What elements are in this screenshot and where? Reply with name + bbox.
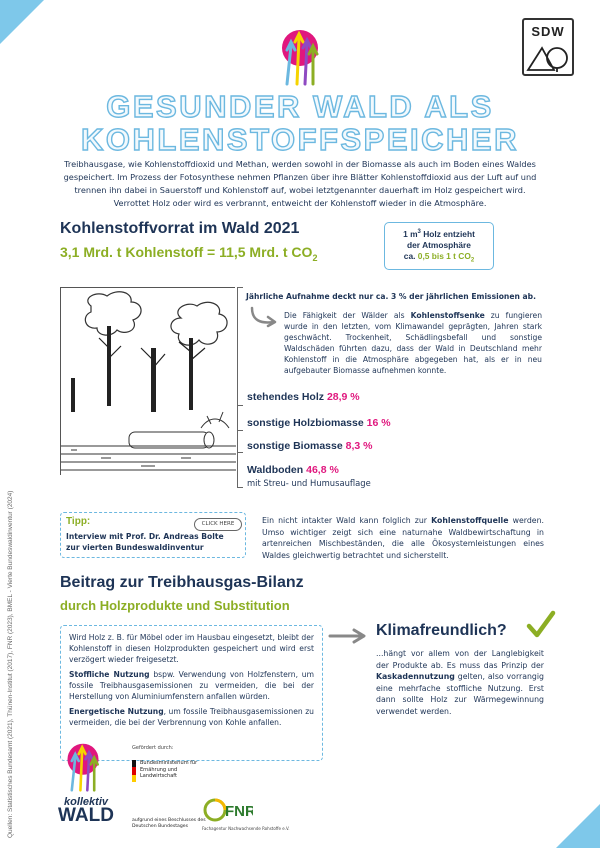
curved-arrow-icon <box>248 306 280 332</box>
ghg-balance-heading: Beitrag zur Treibhausgas-Bilanz <box>60 574 304 591</box>
stock-bracket <box>237 287 241 487</box>
klima-text-bold: Kaskadennutzung <box>376 672 455 681</box>
stock-item-other-wood-biomass <box>247 417 391 429</box>
stock-value: 8,3 % <box>345 440 373 452</box>
senke-text-post: zu fungieren wurde in den letzten, vom Klimawandel geprägten, Jahren stark geschwächt. Trockenheit, Schädlingsbefall und sonstige Waldschäden führten dazu, dass der Wald in Deutschland mehr Kohlenstoff in die Atmosphäre abgegeben hat, als er in neu aufgebauter Biomasse aufnehmen konnte. <box>284 311 543 375</box>
kollektiv-word: kollektiv <box>63 796 109 808</box>
carbon-stock-value-main: 3,1 Mrd. t Kohlenstoff = 11,5 Mrd. t CO <box>60 244 313 260</box>
wood-products-p1: Wird Holz z. B. für Möbel oder im Hausbau eingesetzt, bleibt der Kohlenstoff in diesen Holzprodukten gespeichert und wird erst verzögert wieder freigesetzt. <box>69 633 314 664</box>
holz-line3-pre: ca. <box>403 250 418 261</box>
material-use-text: bspw. Verwendung von Holzfenstern, um fossile Treibhausgasemissionen zu vermeiden, die bei der Herstellung von Aluminiumfenstern anfallen würden. <box>69 670 314 701</box>
fnr-subtitle: Fachagentur Nachwachsende Rohstoffe e.V. <box>202 826 290 831</box>
quelle-text-pre: Ein nicht intakter Wald kann folglich zur <box>262 516 432 525</box>
sources-text: Quellen: Statistisches Bundesamt (2021), Thünen-Institut (2017), FNR (2023), BMEL - Vierte Bundeswaldinventur (2024) <box>7 490 14 838</box>
holz-line3-value: 0,5 bis 1 t CO <box>417 250 471 261</box>
fnr-text: FNR <box>225 803 253 820</box>
sdw-label: SDW <box>531 24 565 39</box>
carbon-stock-value <box>60 244 317 263</box>
wood-products-box <box>60 625 323 761</box>
carbon-sink-paragraph <box>284 310 542 376</box>
klima-text-post: gelten, also vorrangig eine mehrfache stoffliche Nutzung. Erst dann sollte Holz zur Wärmegewinnung verwendet werden. <box>376 672 544 716</box>
climate-friendly-heading: Klimafreundlich? <box>376 622 507 639</box>
bracket-tick <box>237 430 243 431</box>
bracket-tick <box>237 405 243 406</box>
stock-item-forest-soil <box>247 464 339 476</box>
carbon-stock-value-sub: 2 <box>312 252 318 263</box>
holz-line1-sup: 3 <box>417 229 421 235</box>
sources-credit <box>2 368 16 838</box>
sdw-logo <box>522 18 574 76</box>
ministry-name: Bundesministerium für Ernährung und Landwirtschaft <box>140 760 198 779</box>
annual-uptake-note: Jährliche Aufnahme deckt nur ca. 3 % der jährlichen Emissionen ab. <box>246 292 536 301</box>
stock-label: sonstige Biomasse <box>247 440 346 452</box>
climate-friendly-paragraph <box>376 648 544 717</box>
funded-by-label: Gefördert durch: <box>132 745 174 751</box>
ghg-balance-subheading: durch Holzprodukte und Substitution <box>60 598 290 613</box>
checkmark-icon <box>526 610 556 644</box>
senke-text-pre: Die Fähigkeit der Wälder als <box>284 311 411 320</box>
title-line-2: KOHLENSTOFFSPEICHER <box>81 122 519 157</box>
page-title <box>0 90 600 156</box>
holz-line3-sub: 2 <box>470 257 475 264</box>
stock-item-standing-wood <box>247 391 360 403</box>
bracket-tick <box>237 287 243 288</box>
wood-products-p2 <box>69 669 314 702</box>
forest-soil-subtitle: mit Streu- und Humusauflage <box>247 478 371 488</box>
stock-item-other-biomass <box>247 440 372 452</box>
quelle-text-bold: Kohlenstoffquelle <box>431 516 509 525</box>
kollektiv-wald-footer-logo-icon <box>58 742 108 792</box>
click-here-button[interactable]: CLICK HERE <box>194 518 242 531</box>
holz-line1-pre: 1 m <box>403 228 418 239</box>
wood-products-p3 <box>69 706 314 728</box>
stock-label: Waldboden <box>247 464 307 476</box>
intro-paragraph: Treibhausgase, wie Kohlenstoffdioxid und Methan, werden sowohl in der Biomasse als auch im Boden eines Waldes gespeichert. Im Prozess der Fotosynthese nehmen Pflanzen über ihre Blätter Kohlenstoffdioxid aus der Luft auf und trennen ihn dabei in Sauerstoff und Kohlenstoff auf, wobei letztgenannter dauerhaft im Holz gespeichert wird. Verrottet Holz oder wird es verbrannt, entweicht der Kohlenstoff wieder in die Atmosphäre. <box>63 159 537 208</box>
forest-illustration <box>60 287 235 475</box>
quelle-text-post: werden. Umso wichtiger zeigt sich eine naturnahe Waldbewirtschaftung in artenreichen Mischbeständen, die alle Ökosystemleistungen eines Waldes gleichwertig betrachtet und sicherstellt. <box>262 516 545 560</box>
senke-text-bold: Kohlenstoffsenke <box>410 311 485 320</box>
carbon-stock-heading: Kohlenstoffvorrat im Wald 2021 <box>60 220 300 237</box>
holz-line1-post: Holz entzieht <box>420 228 475 239</box>
kollektiv-wald-logo-icon <box>273 28 327 86</box>
wald-word: WALD <box>58 805 114 826</box>
stock-label: sonstige Holzbiomasse <box>247 417 367 429</box>
energy-use-text: , um fossile Treibhausgasemissionen zu vermeiden, die bei der Verbrennung von Kohle anfallen. <box>69 707 314 727</box>
energy-use-label: Energetische Nutzung <box>69 707 164 716</box>
corner-decoration-bottom-right <box>556 804 600 848</box>
stock-label: stehendes Holz <box>247 391 327 403</box>
title-line-1: GESUNDER WALD ALS <box>106 89 494 124</box>
arrow-right-icon <box>328 628 368 648</box>
fnr-logo <box>203 796 253 828</box>
tip-box[interactable] <box>60 512 246 558</box>
bracket-tick <box>237 487 243 488</box>
stock-value: 16 % <box>366 417 391 429</box>
tip-label: Tipp: <box>66 516 91 527</box>
kollektiv-wald-wordmark <box>54 795 118 826</box>
bracket-tick <box>237 452 243 453</box>
stock-value: 46,8 % <box>306 464 339 476</box>
wood-absorption-box <box>384 222 494 270</box>
tip-text: Interview mit Prof. Dr. Andreas Bolte zur vierten Bundeswaldinventur <box>66 532 224 552</box>
bundestag-decision: aufgrund eines Beschlusses des Deutschen Bundestages <box>132 818 206 829</box>
stock-value: 28,9 % <box>326 391 360 403</box>
holz-line2: der Atmosphäre <box>407 239 471 250</box>
klima-text-pre: ...hängt vor allem von der Langlebigkeit der Produkte ab. Es muss das Prinzip der <box>376 649 544 670</box>
material-use-label: Stoffliche Nutzung <box>69 670 150 679</box>
corner-decoration-top-left <box>0 0 44 44</box>
carbon-source-paragraph <box>262 515 544 561</box>
german-flag-icon <box>132 760 136 782</box>
tree-icon <box>524 40 572 74</box>
